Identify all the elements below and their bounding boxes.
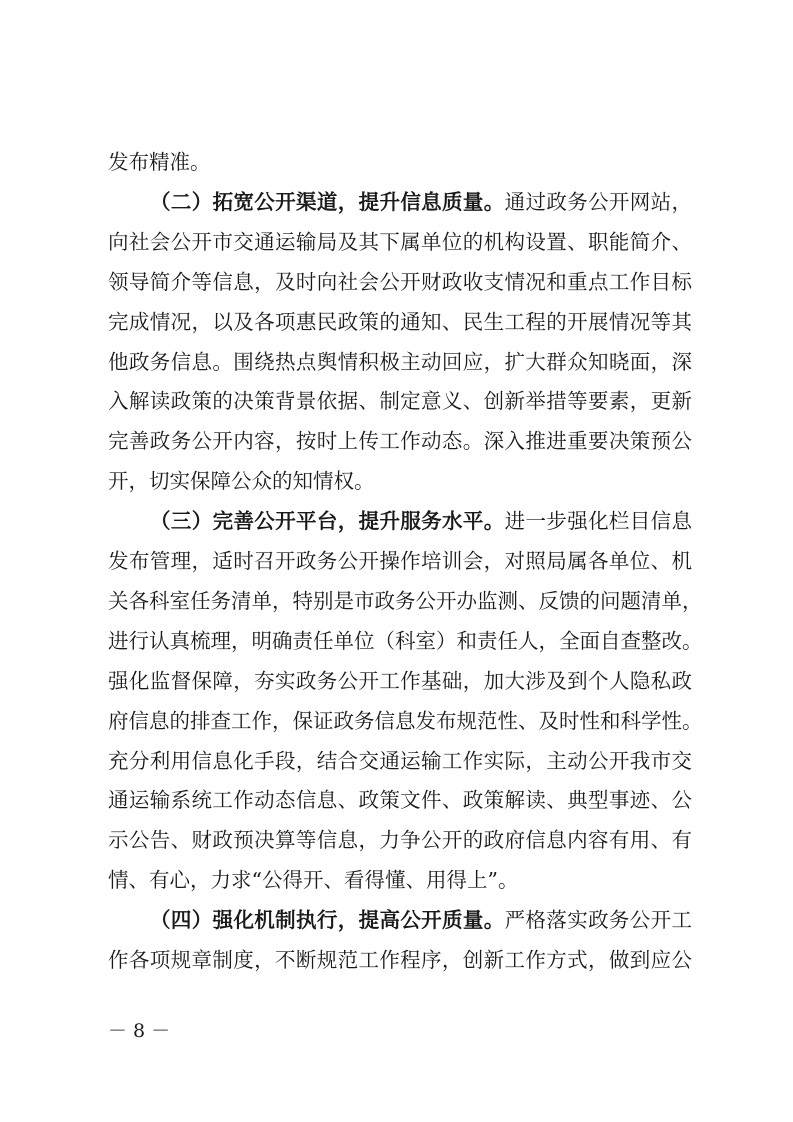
- paragraph-line: 府信息的排查工作，保证政务信息发布规范性、及时性和科学性。: [108, 709, 703, 733]
- paragraph-line: 完成情况，以及各项惠民政策的通知、民生工程的开展情况等其: [108, 310, 692, 334]
- paragraph-line: 强化监督保障，夯实政务公开工作基础，加大涉及到个人隐私政: [108, 669, 692, 693]
- paragraph-line: 情、有心，力求“公得开、看得懂、用得上”。: [108, 868, 519, 892]
- paragraph-line: 开，切实保障公众的知情权。: [108, 469, 375, 493]
- section-heading-2: （二）拓宽公开渠道，提升信息质量。: [150, 190, 505, 214]
- paragraph-line: 入解读政策的决策背景依据、制定意义、创新举措等要素，更新: [108, 389, 692, 413]
- paragraph-line: 进行认真梳理，明确责任单位（科室）和责任人，全面自查整改。: [108, 629, 703, 653]
- paragraph-line: 领导简介等信息，及时向社会公开财政收支情况和重点工作目标: [108, 270, 692, 294]
- paragraph-line: 他政务信息。围绕热点舆情积极主动回应，扩大群众知晓面，深: [108, 350, 692, 374]
- paragraph-line: 发布管理，适时召开政务公开操作培训会，对照局属各单位、机: [108, 549, 692, 573]
- page-number: － 8 －: [108, 1020, 171, 1042]
- paragraph-line: 充分利用信息化手段，结合交通运输工作实际，主动公开我市交: [108, 749, 692, 773]
- paragraph-line-with-heading: [150, 503, 692, 539]
- paragraph-line: 进一步强化栏目信息: [504, 509, 693, 533]
- paragraph-line: 完善政务公开内容，按时上传工作动态。深入推进重要决策预公: [108, 429, 692, 453]
- paragraph-line: 发布精准。: [108, 150, 211, 174]
- paragraph-line-with-heading: [150, 902, 692, 938]
- paragraph-line: 通过政务公开网站，: [504, 190, 693, 214]
- section-heading-4: （四）强化机制执行，提高公开质量。: [150, 908, 505, 932]
- paragraph-line: 作各项规章制度，不断规范工作程序，创新工作方式，做到应公: [108, 948, 692, 972]
- paragraph-line: 向社会公开市交通运输局及其下属单位的机构设置、职能简介、: [108, 230, 692, 254]
- paragraph-line-with-heading: [150, 184, 692, 220]
- paragraph-line: 通运输系统工作动态信息、政策文件、政策解读、典型事迹、公: [108, 788, 692, 812]
- paragraph-line: 示公告、财政预决算等信息，力争公开的政府信息内容有用、有: [108, 828, 692, 852]
- paragraph-line: 严格落实政务公开工: [504, 908, 693, 932]
- paragraph-line: 关各科室任务清单，特别是市政务公开办监测、反馈的问题清单，: [108, 589, 703, 613]
- section-heading-3: （三）完善公开平台，提升服务水平。: [150, 509, 505, 533]
